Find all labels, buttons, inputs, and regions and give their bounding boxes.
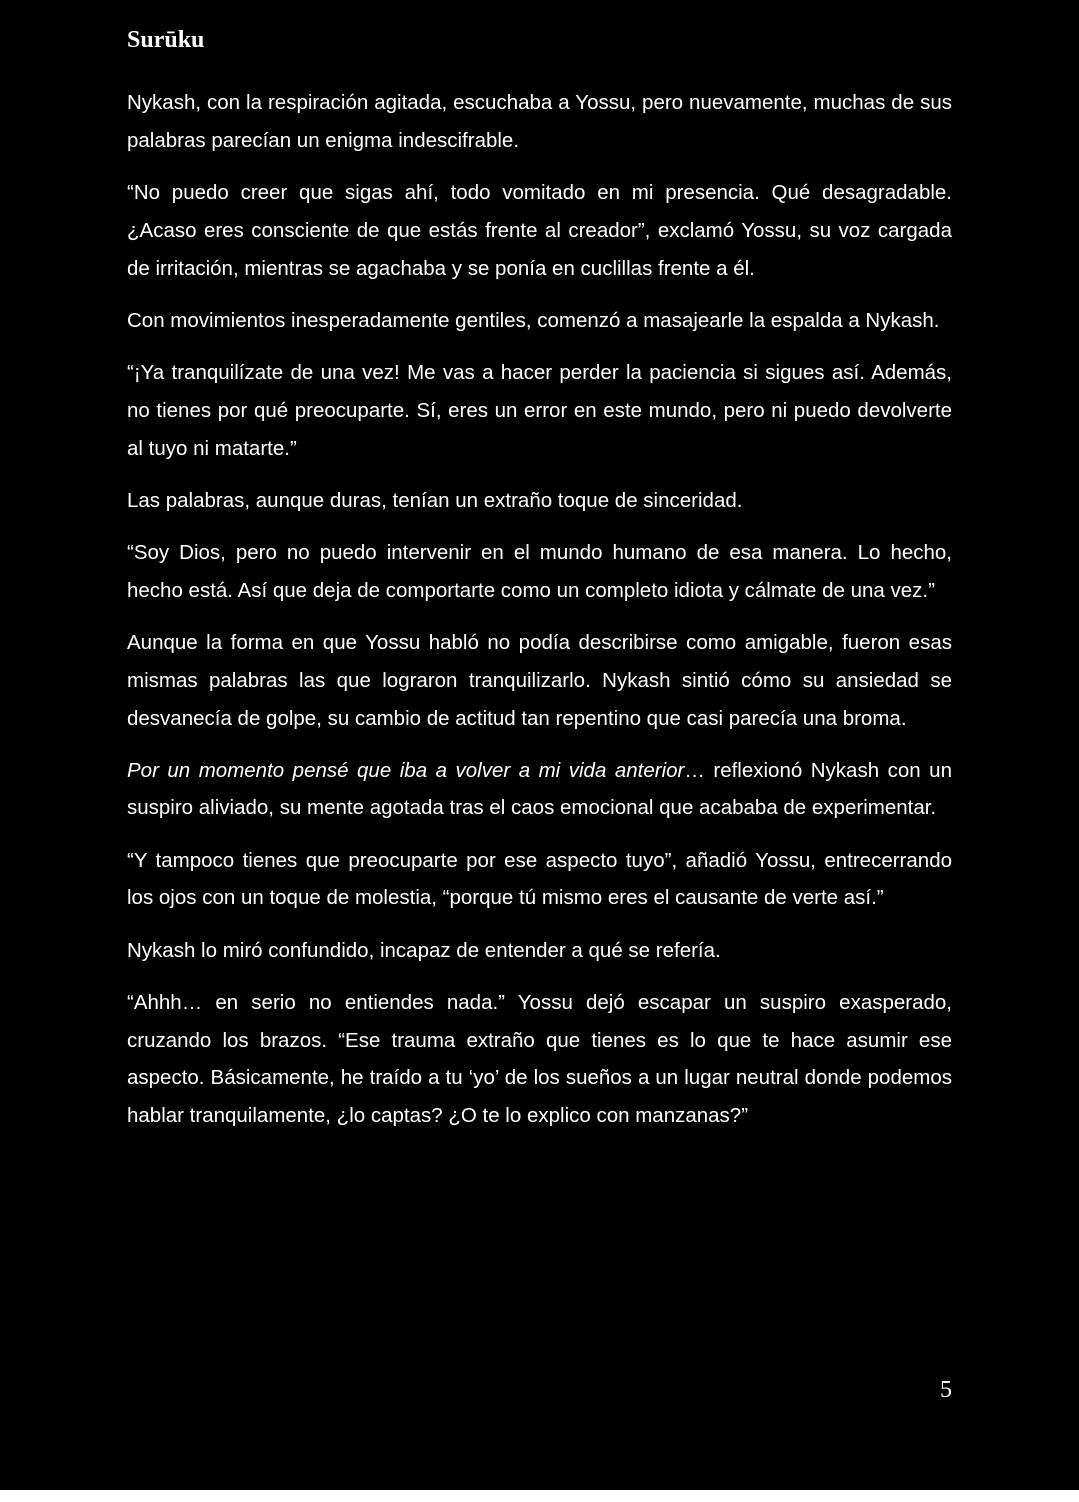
page-number: 5 — [940, 1377, 952, 1403]
paragraph: “¡Ya tranquilízate de una vez! Me vas a hacer perder la paciencia si sigues así. Además, no tienes por qué preocuparte. Sí, eres un error en este mundo, pero ni puedo devolverte al tuyo ni matarte.” — [127, 360, 952, 460]
page-bottom-edge — [0, 1490, 1079, 1502]
paragraph: Las palabras, aunque duras, tenían un extraño toque de sinceridad. — [127, 488, 743, 512]
paragraph-continuation: … reflexionó Nykash con un suspiro aliviado, su mente agotada tras el caos emocional que acababa de experimentar. — [127, 758, 952, 820]
paragraph: Aunque la forma en que Yossu habló no podía describirse como amigable, fueron esas mismas palabras las que lograron tranquilizarlo. Nykash sintió cómo su ansiedad se desvanecía de golpe, su cambio de actitud tan repentino que casi parecía una broma. — [127, 630, 952, 730]
paragraph: “Ahhh… en serio no entiendes nada.” Yossu dejó escapar un suspiro exasperado, cruzando los brazos. “Ese trauma extraño que tienes es lo que te hace asumir ese aspecto. Básicamente, he traído a tu ‘yo’ de los sueños a un lugar neutral donde podemos hablar tranquilamente, ¿lo captas? ¿O te lo explico con manzanas?” — [127, 990, 952, 1128]
paragraph: Nykash, con la respiración agitada, escuchaba a Yossu, pero nuevamente, muchas de sus palabras parecían un enigma indescifrable. — [127, 91, 952, 152]
italic-thought: Por un momento pensé que iba a volver a mi vida anterior — [127, 758, 685, 782]
running-header-title: Surūku — [127, 27, 205, 53]
paragraph: “No puedo creer que sigas ahí, todo vomitado en mi presencia. Qué desagradable. ¿Acaso eres consciente de que estás frente al creador”, exclamó Yossu, su voz cargada de irritación, mientras se agachaba y se ponía en cuclillas frente a él. — [127, 180, 952, 280]
paragraph-inner-thought — [127, 752, 952, 828]
paragraph: “Soy Dios, pero no puedo intervenir en el mundo humano de esa manera. Lo hecho, hecho está. Así que deja de comportarte como un completo idiota y cálmate de una vez.” — [127, 540, 952, 602]
paragraph: “Y tampoco tienes que preocuparte por ese aspecto tuyo”, añadió Yossu, entrecerrando los ojos con un toque de molestia, “porque tú mismo eres el causante de verte así.” — [127, 848, 952, 910]
body-text — [127, 84, 952, 1149]
paragraph: Con movimientos inesperadamente gentiles, comenzó a masajearle la espalda a Nykash. — [127, 308, 940, 332]
paragraph: Nykash lo miró confundido, incapaz de entender a qué se refería. — [127, 938, 721, 962]
